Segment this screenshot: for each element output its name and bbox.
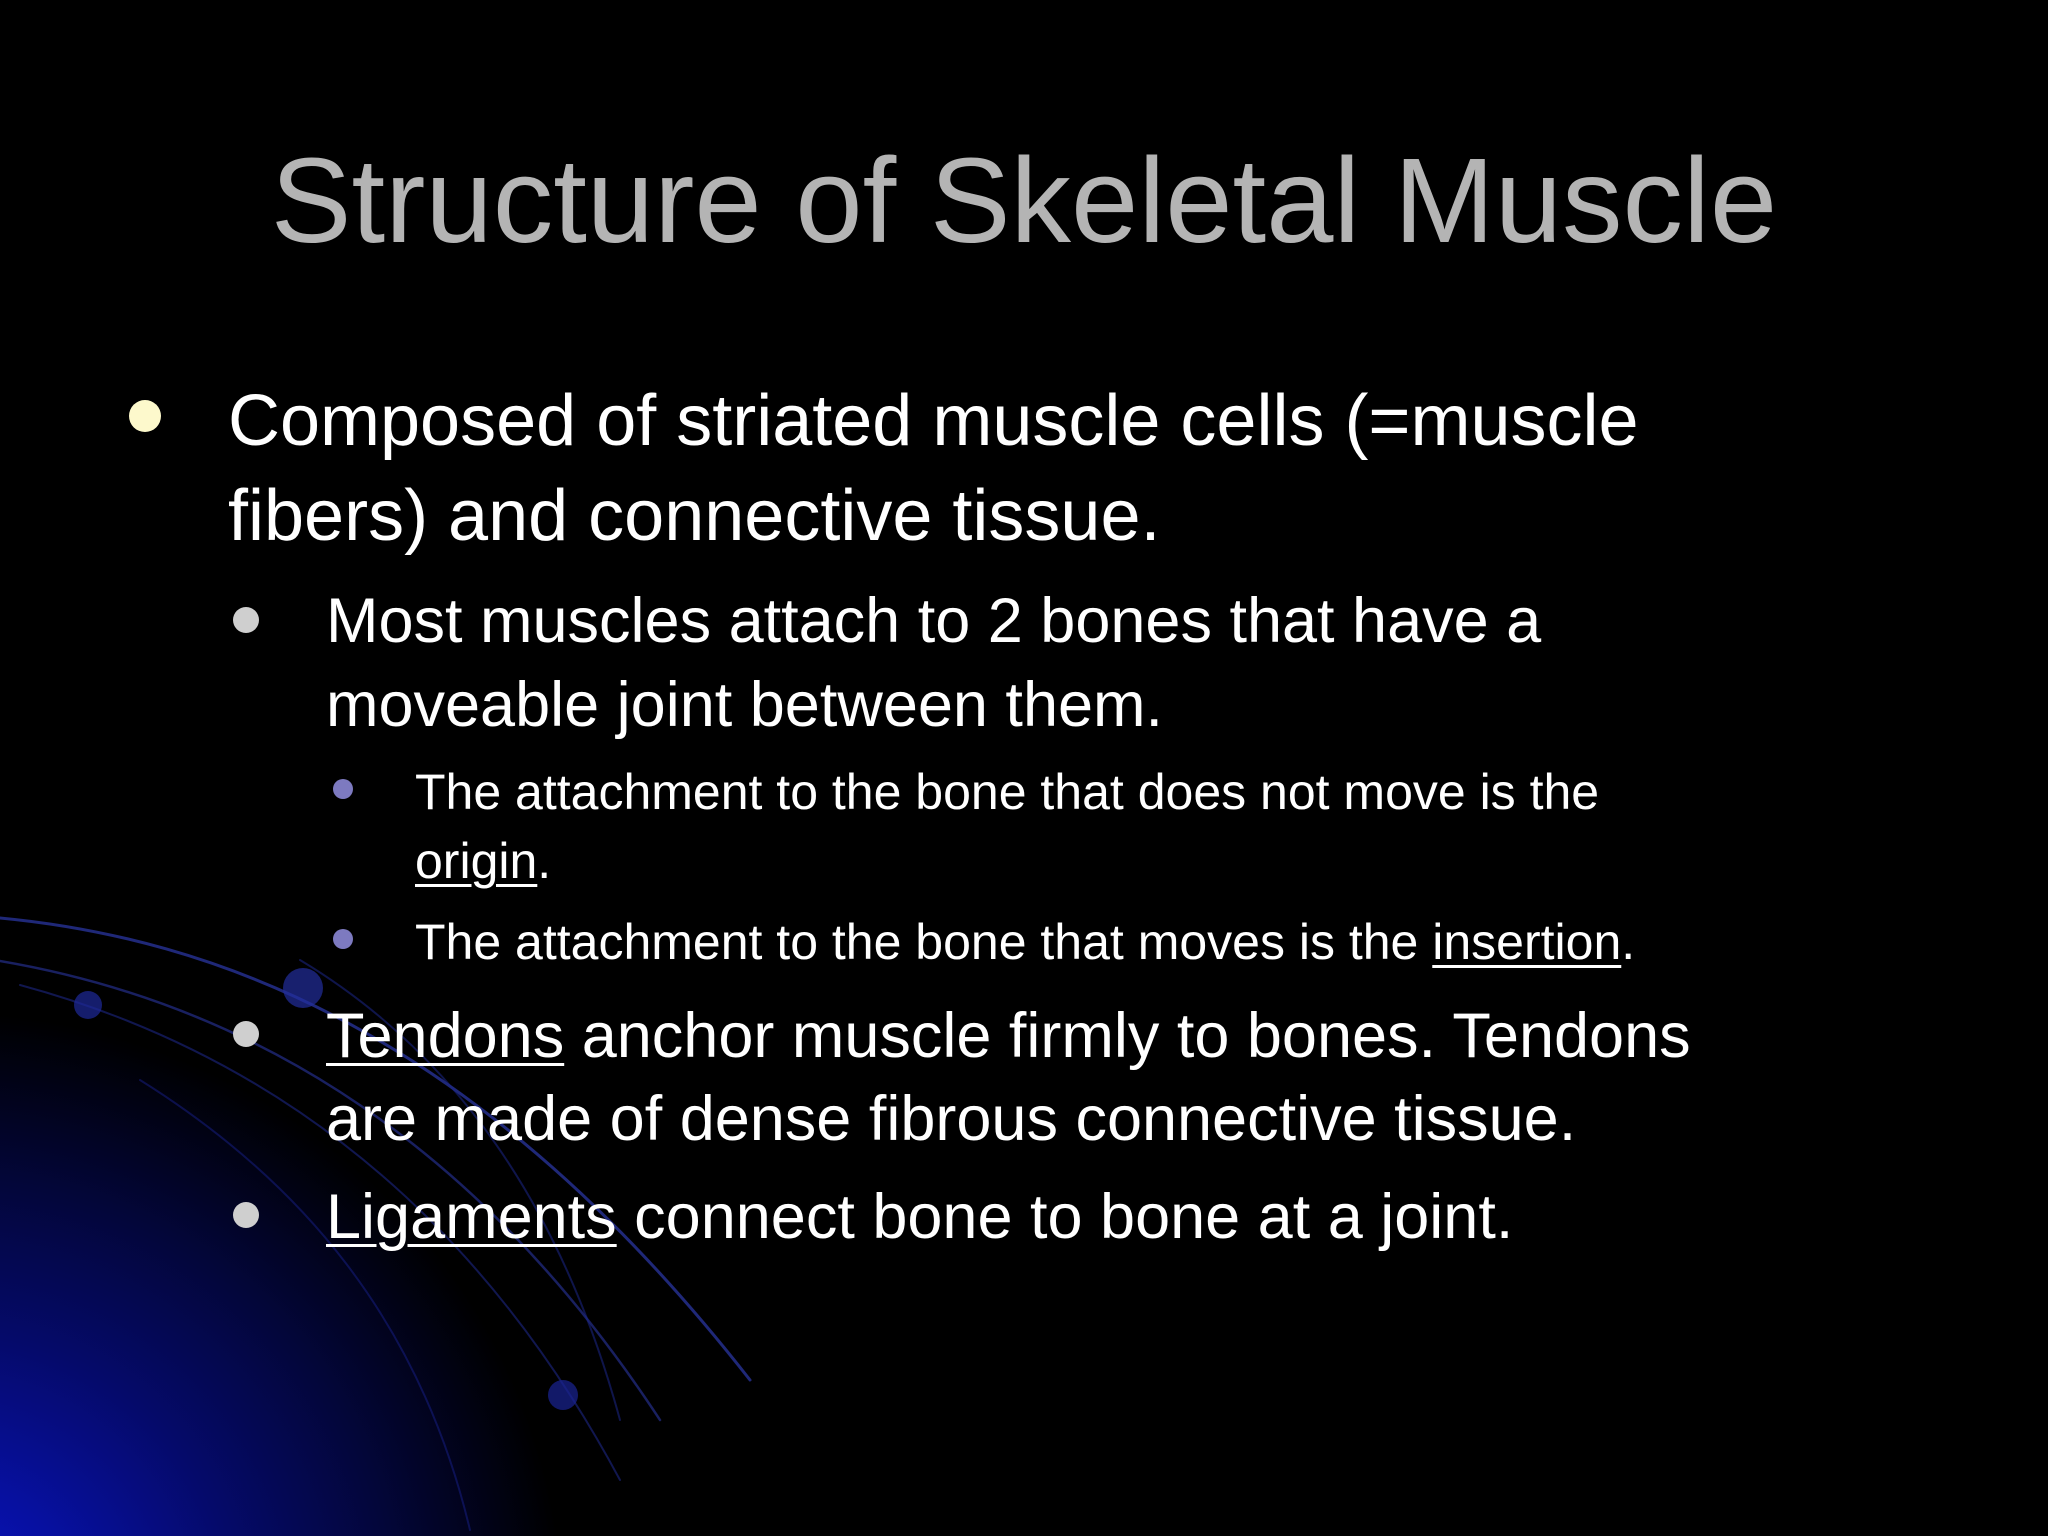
bullet-composed-line2: fibers) and connective tissue.: [228, 476, 1161, 556]
bullet-composed-line1: Composed of striated muscle cells (=muscle: [228, 381, 1639, 461]
bullet-most-muscles-line2: moveable joint between them.: [326, 670, 1163, 740]
swoosh-dot: [548, 1380, 578, 1410]
bullet-level3: [333, 929, 353, 949]
bullet-tendons-line2: are made of dense fibrous connective tissue.: [326, 1084, 1577, 1154]
tendons-text: anchor muscle firmly to bones. Tendons: [564, 1001, 1691, 1071]
bullet-level1: [129, 400, 161, 432]
bullet-insertion: [415, 908, 1635, 976]
bullet-level2: [233, 607, 259, 633]
slide-title: Structure of Skeletal Muscle: [270, 132, 1778, 268]
bullet-ligaments: [326, 1176, 1513, 1258]
term-insertion: insertion: [1432, 914, 1622, 970]
ligaments-text: connect bone to bone at a joint.: [616, 1182, 1514, 1252]
swoosh-dot: [74, 991, 102, 1019]
origin-period: .: [537, 833, 552, 889]
swoosh-dot: [283, 968, 323, 1008]
term-tendons: Tendons: [326, 1001, 565, 1071]
term-ligaments: Ligaments: [326, 1182, 617, 1252]
bullet-tendons-line1: [326, 995, 1691, 1077]
bullet-level3: [333, 779, 353, 799]
bullet-level2: [233, 1021, 259, 1047]
bullet-level2: [233, 1202, 259, 1228]
bullet-origin-line2: [415, 827, 551, 895]
bullet-origin-line1: The attachment to the bone that does not move is the: [415, 764, 1600, 820]
term-origin: origin: [415, 833, 538, 889]
insertion-text: The attachment to the bone that moves is the: [415, 914, 1433, 970]
bullet-most-muscles-line1: Most muscles attach to 2 bones that have a: [326, 586, 1542, 656]
insertion-period: .: [1621, 914, 1636, 970]
